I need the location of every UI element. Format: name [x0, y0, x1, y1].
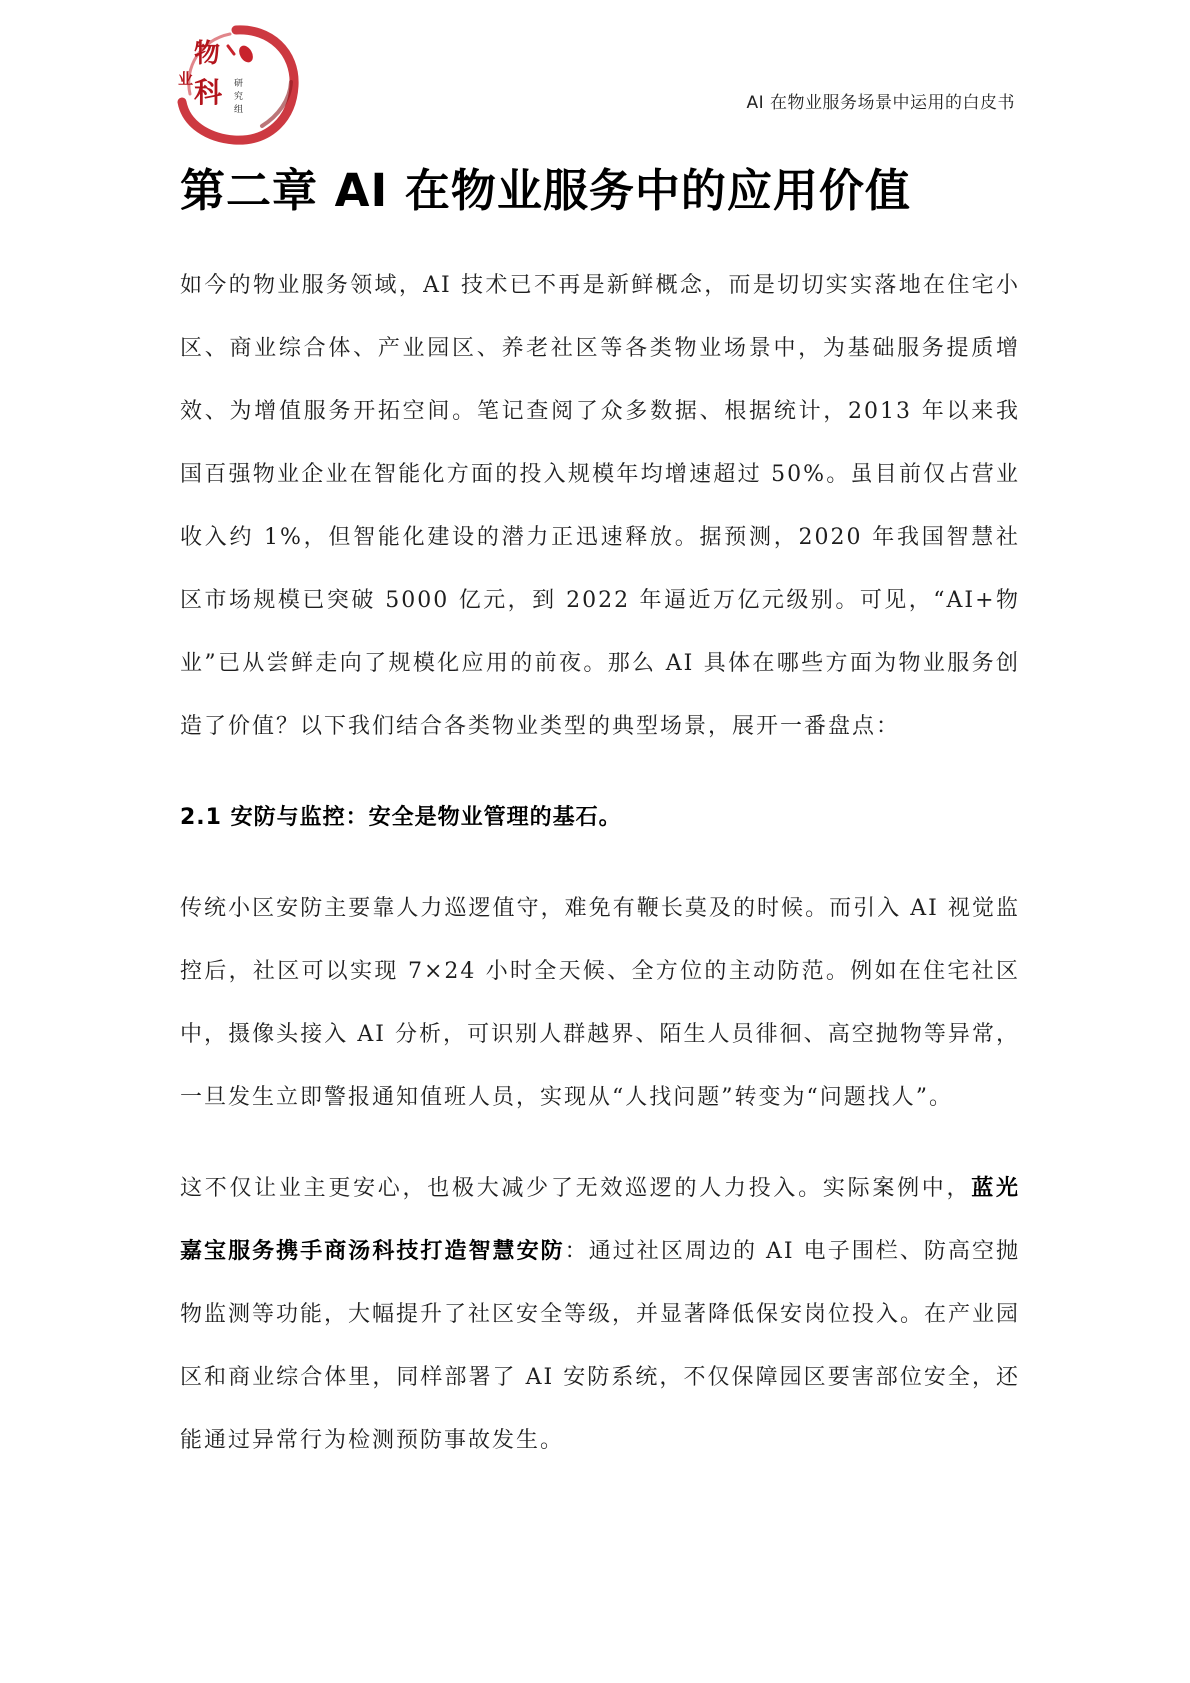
- logo-sub-char-1: 研: [234, 79, 244, 89]
- logo: [172, 24, 302, 148]
- intro-paragraph: 如今的物业服务领域，AI 技术已不再是新鲜概念，而是切切实实落地在住宅小区、商业综合体、产业园区、养老社区等各类物业场景中，为基础服务提质增效、为增值服务开拓空间。笔记查阅了众多数据、根据统计，2013 年以来我国百强物业企业在智能化方面的投入规模年均增速超过 50%。虽目前仅占营业收入约 1%，但智能化建设的潜力正迅速释放。据预测，2020 年我国智慧社区市场规模已突破 5000 亿元，到 2022 年逼近万亿元级别。可见，“AI+物业”已从尝鲜走向了规模化应用的前夜。那么 AI 具体在哪些方面为物业服务创造了价值？以下我们结合各类物业类型的典型场景，展开一番盘点：: [180, 273, 1020, 739]
- document-header-title: AI 在物业服务场景中运用的白皮书: [746, 93, 1015, 113]
- security-paragraph: 传统小区安防主要靠人力巡逻值守，难免有鞭长莫及的时候。而引入 AI 视觉监控后，社区可以实现 7×24 小时全天候、全方位的主动防范。例如在住宅社区中，摄像头接入 AI 分析，可识别人群越界、陌生人员徘徊、高空抛物等异常，一旦发生立即警报通知值班人员，实现从“人找问题”转变为“问题找人”。: [180, 896, 1020, 1110]
- logo-sub-char-3: 组: [234, 105, 244, 115]
- logo-char-3: 科: [194, 76, 223, 109]
- section-heading: 2.1 安防与监控：安全是物业管理的基石。: [180, 805, 622, 830]
- case-study-text-start: 这不仅让业主更安心，也极大减少了无效巡逻的人力投入。实际案例中，: [180, 1176, 972, 1201]
- case-study-text-end: ：通过社区周边的 AI 电子围栏、防高空抛物监测等功能，大幅提升了社区安全等级，并显著降低保安岗位投入。在产业园区和商业综合体里，同样部署了 AI 安防系统，不仅保障园区要害部位安全，还能通过异常行为检测预防事故发生。: [180, 1239, 1021, 1453]
- document-body: [180, 254, 1020, 1472]
- chapter-title: 第二章 AI 在物业服务中的应用价值: [180, 164, 911, 217]
- logo-seal-icon: [172, 24, 302, 148]
- logo-char-2: 业: [178, 70, 194, 88]
- case-study-highlight: 蓝光嘉宝服务携手商汤科技打造智慧安防: [180, 1175, 1020, 1264]
- logo-sub-char-2: 究: [234, 92, 244, 102]
- case-study-paragraph: [180, 1157, 1020, 1472]
- logo-char-1: 物: [194, 39, 221, 69]
- paragraph-spacer: [180, 1129, 1020, 1157]
